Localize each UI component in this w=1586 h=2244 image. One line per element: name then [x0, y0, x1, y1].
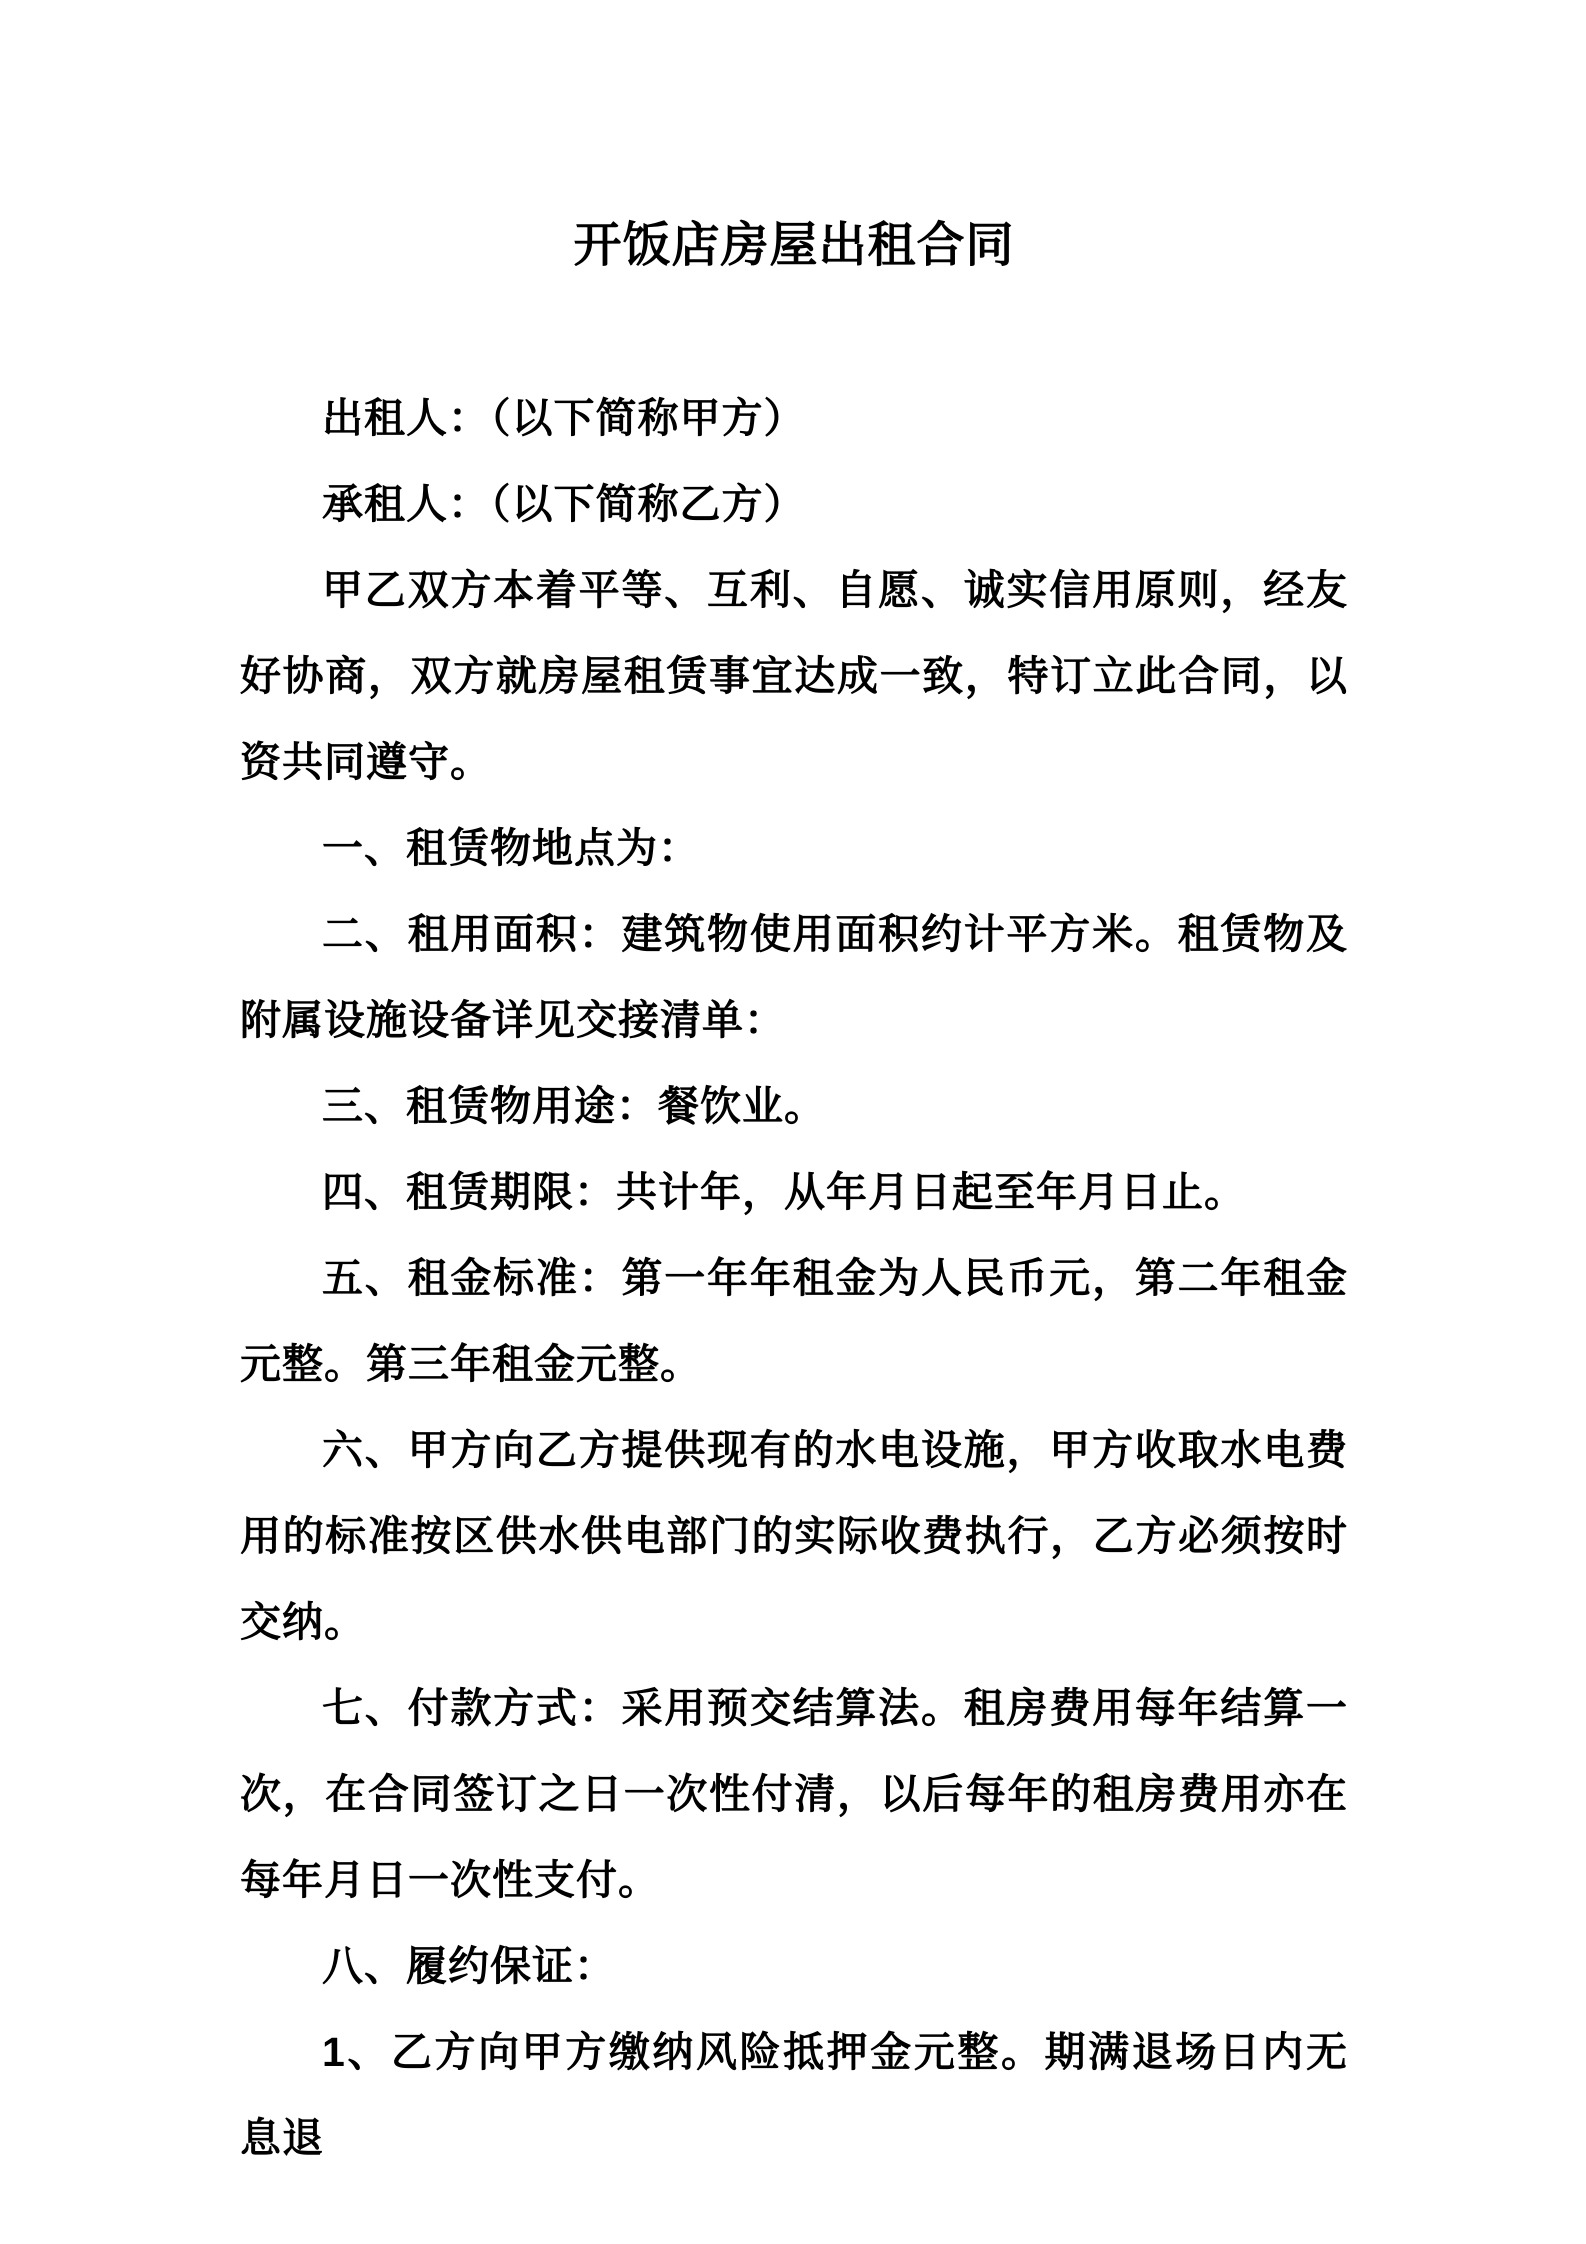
clause-4-term: 四、租赁期限：共计年，从年月日起至年月日止。	[322, 1169, 1246, 1215]
clause-5-rent: 五、租金标准：第一年年租金为人民币元，第二年租金元整。第三年租金元整。	[240, 1255, 1348, 1387]
clause-6-utilities: 六、甲方向乙方提供现有的水电设施，甲方收取水电费用的标准按区供水供电部门的实际收费执行，乙方必须按时交纳。	[240, 1427, 1348, 1645]
paragraph-preamble: 甲乙双方本着平等、互利、自愿、诚实信用原则，经友好协商，双方就房屋租赁事宜达成一致，特订立此合同，以资共同遵守。	[240, 567, 1348, 785]
clause-7-payment: 七、付款方式：采用预交结算法。租房费用每年结算一次，在合同签订之日一次性付清，以后每年的租房费用亦在每年月日一次性支付。	[240, 1685, 1348, 1903]
paragraph-lessee: 承租人：（以下简称乙方）	[322, 481, 806, 527]
clause-8-item-1-deposit: 1、乙方向甲方缴纳风险抵押金元整。期满退场日内无息退	[240, 2029, 1348, 2161]
paragraph-lessor: 出租人：（以下简称甲方）	[322, 395, 806, 441]
clause-8-guarantee-heading: 八、履约保证：	[322, 1943, 616, 1989]
clause-1-location: 一、租赁物地点为：	[322, 825, 700, 871]
clause-2-area: 二、租用面积：建筑物使用面积约计平方米。租赁物及附属设施设备详见交接清单：	[240, 911, 1348, 1043]
document-title: 开饭店房屋出租合同	[573, 219, 1015, 272]
clause-3-usage: 三、租赁物用途：餐饮业。	[322, 1083, 826, 1129]
